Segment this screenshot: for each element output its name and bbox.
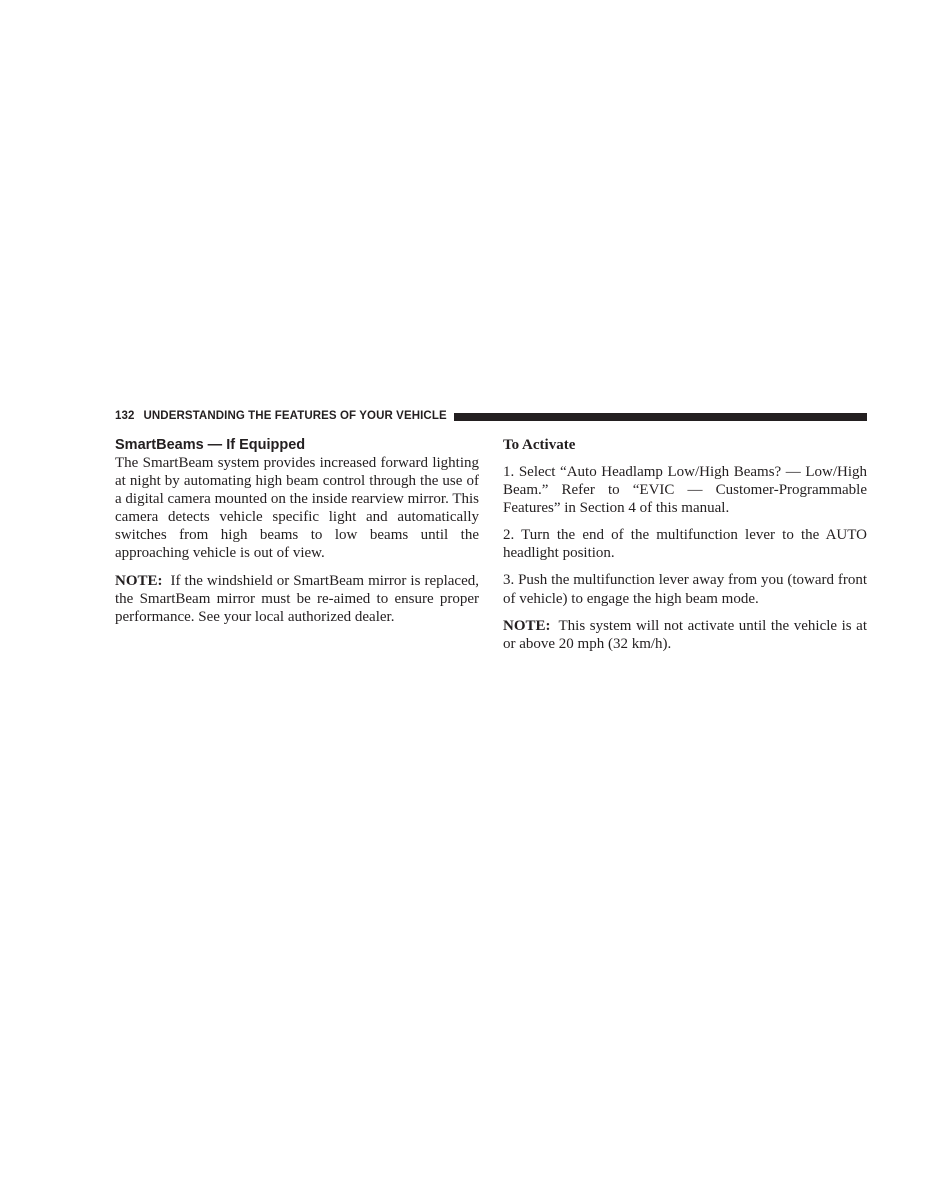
left-column [115,436,479,635]
activate-step-1: 1. Select “Auto Headlamp Low/High Beams? — Low/High Beam.” Refer to “EVIC — Customer-Programmable Features” in Section 4 of this manual. [503,464,867,517]
header-rule [454,413,867,421]
smartbeam-description: The SmartBeam system provides increased forward lighting at night by automating high beam control through the use of a digital camera mounted on the inside rearview mirror. This camera detects vehicle specific light and automatically switches from high beams to low beams until the approaching vehicle is out of view. [115,455,479,562]
activate-step-2: 2. Turn the end of the multifunction lever to the AUTO headlight position. [503,527,867,562]
note-label: NOTE: [503,617,551,634]
section-title: SmartBeams — If Equipped [115,437,306,453]
page-header [115,408,867,424]
activate-step-3: 3. Push the multifunction lever away from you (toward front of vehicle) to engage the high beam mode. [503,572,867,607]
smartbeam-note [115,572,479,626]
note-text: If the windshield or SmartBeam mirror is replaced, the SmartBeam mirror must be re-aimed to ensure proper performance. See your local authorized dealer. [115,572,479,625]
page-number: 132 [115,410,135,422]
running-title: UNDERSTANDING THE FEATURES OF YOUR VEHICLE [143,410,447,422]
activate-note [503,617,867,653]
right-column [503,436,867,662]
note-text: This system will not activate until the vehicle is at or above 20 mph (32 km/h). [503,617,867,652]
note-label: NOTE: [115,572,163,589]
subsection-title: To Activate [503,437,576,453]
